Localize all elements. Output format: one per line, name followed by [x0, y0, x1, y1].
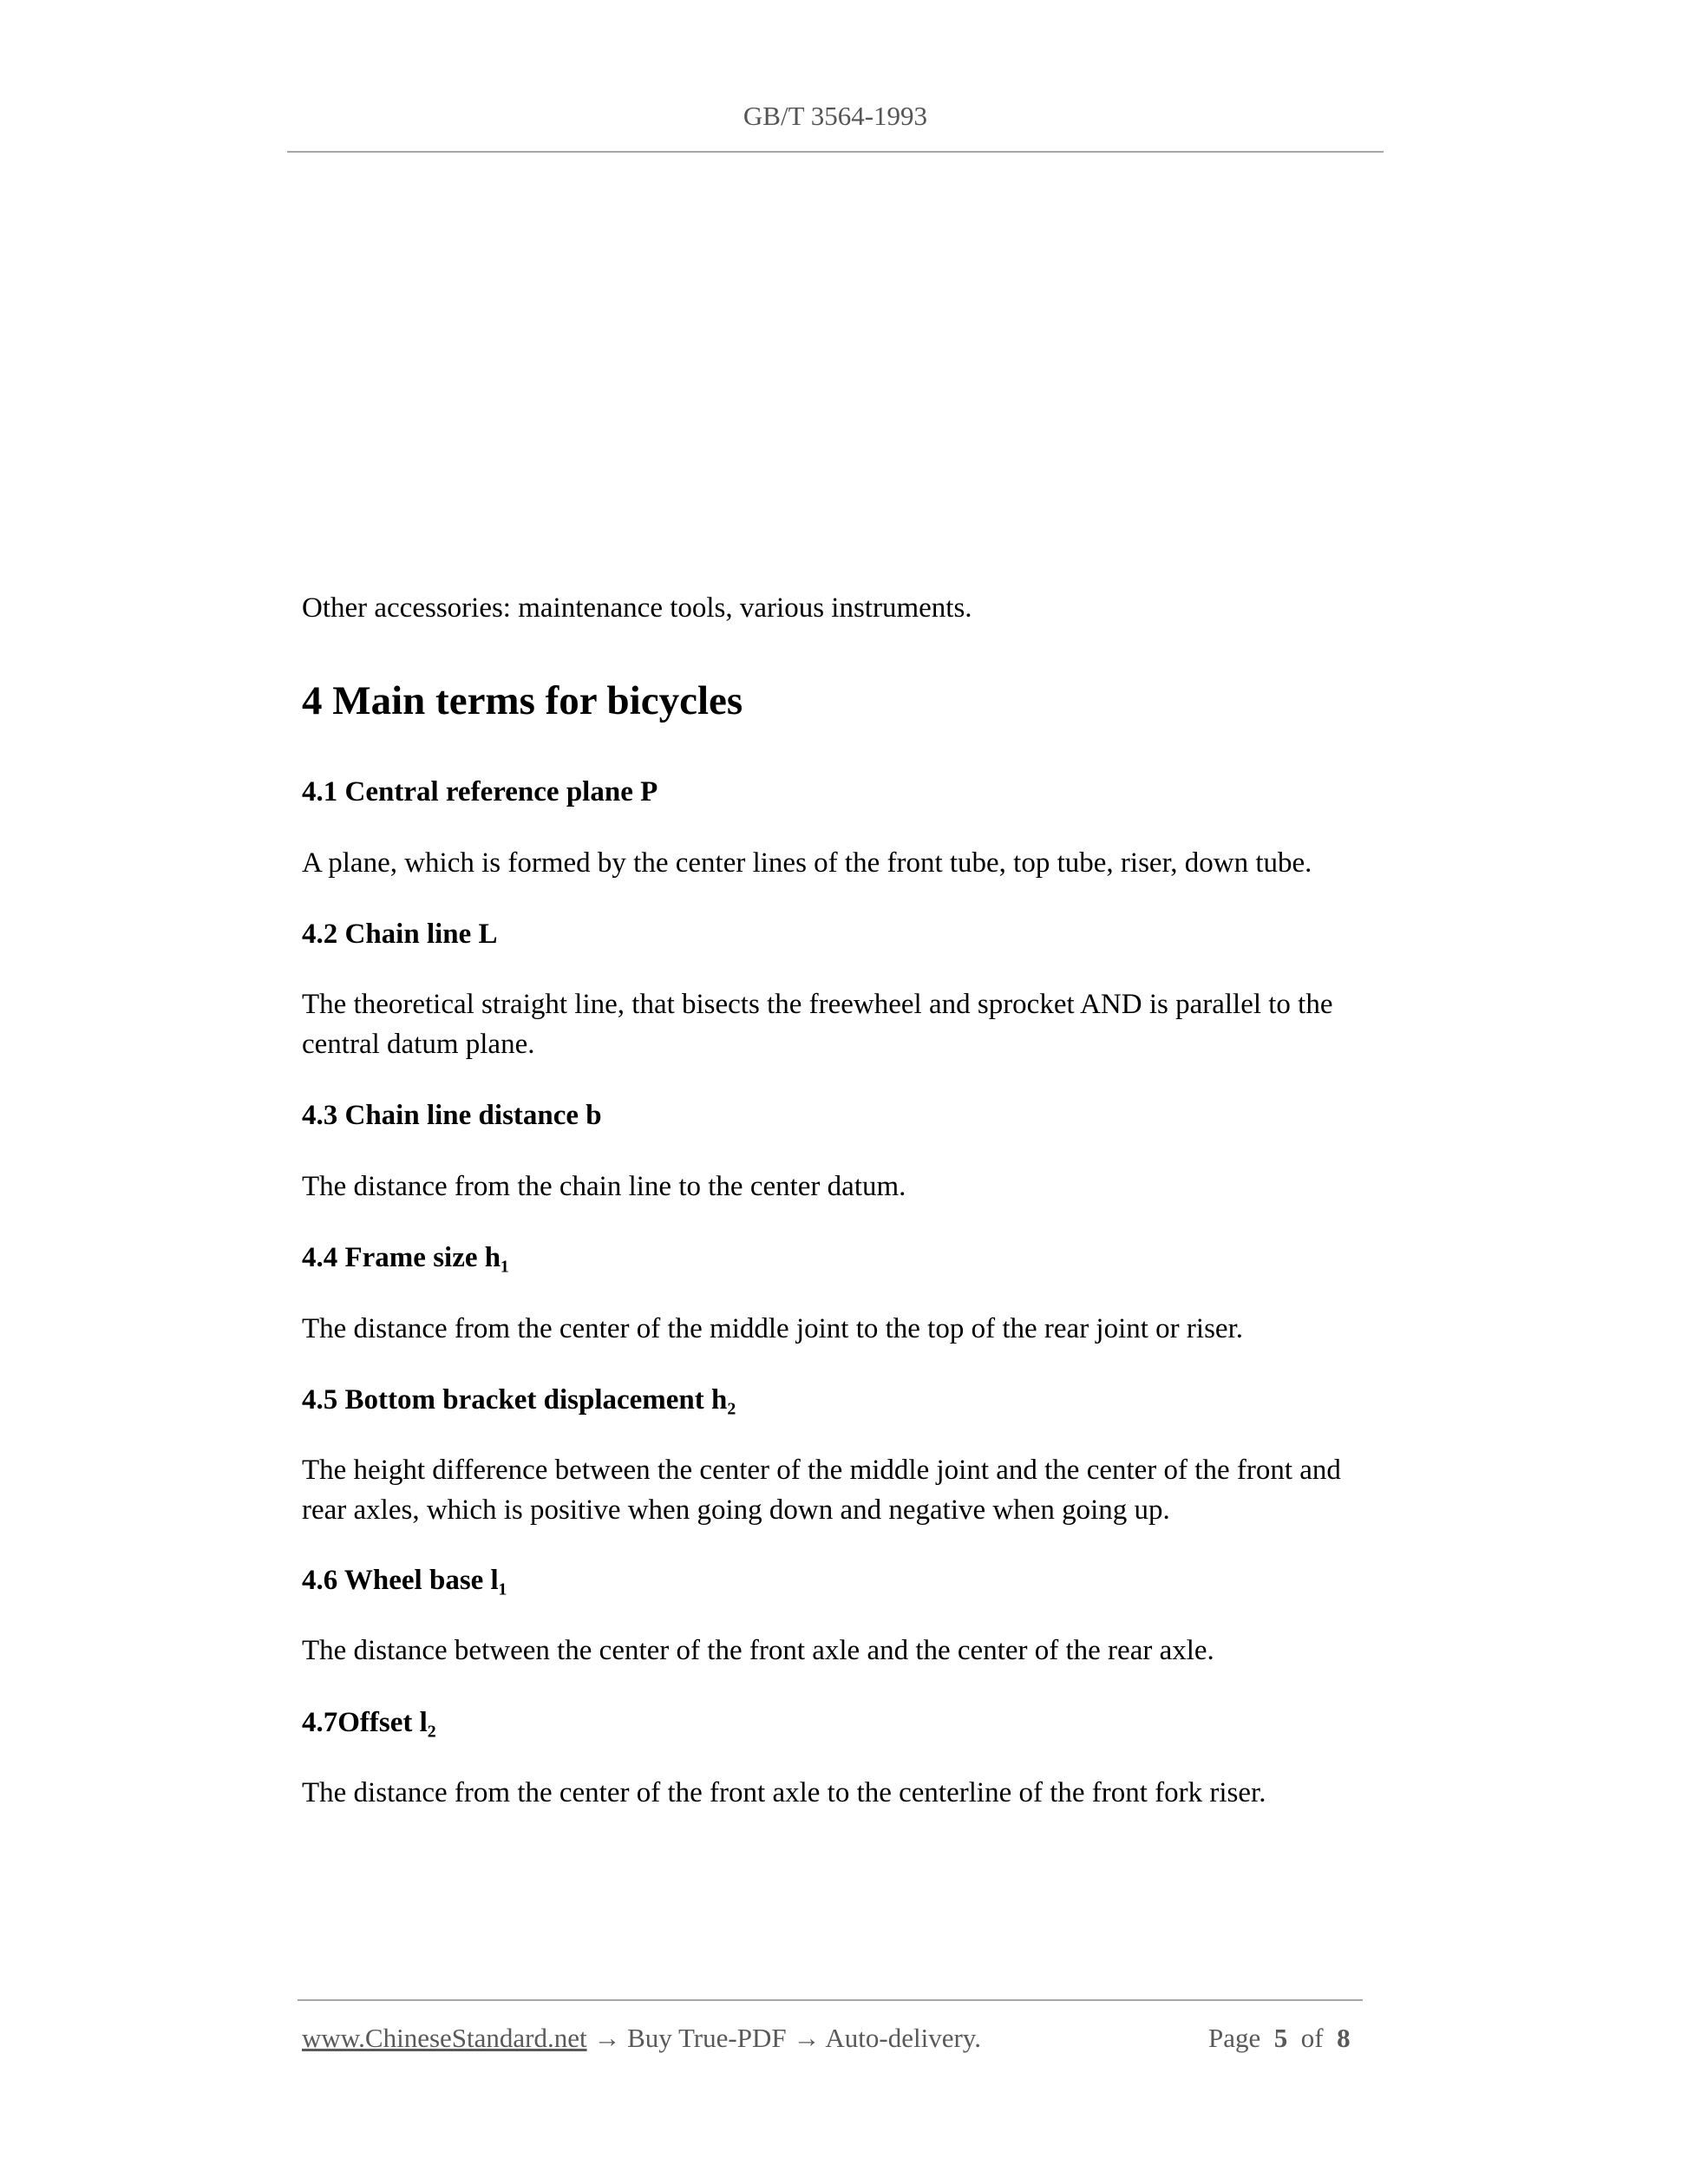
page-indicator: [1208, 2021, 1351, 2056]
term-heading-4-6: 4.6 Wheel base l₁: [302, 1565, 507, 1596]
footer-divider: [298, 1999, 1363, 2001]
term-heading-4-4: 4.4 Frame size h₁: [302, 1242, 509, 1273]
term-heading-4-7: 4.7Offset l₂: [302, 1707, 436, 1738]
total-pages-number: 8: [1337, 2023, 1351, 2053]
page-of-label: of: [1300, 2023, 1324, 2053]
term-heading-4-3: 4.3 Chain line distance b: [302, 1100, 602, 1131]
intro-paragraph: Other accessories: maintenance tools, various instruments.: [302, 592, 972, 624]
footer-promo: [302, 2021, 981, 2056]
page-label: Page: [1208, 2023, 1261, 2053]
current-page-number: 5: [1273, 2023, 1288, 2053]
term-heading-4-1: 4.1 Central reference plane P: [302, 776, 658, 808]
auto-delivery-text: → Auto-delivery.: [793, 2023, 982, 2053]
section-title: 4 Main terms for bicycles: [302, 678, 743, 723]
term-body-4-6: The distance between the center of the front axle and the center of the rear axle.: [302, 1635, 1214, 1666]
document-header-title: GB/T 3564-1993: [743, 101, 928, 131]
website-link[interactable]: www.ChineseStandard.net: [302, 2023, 587, 2053]
term-body-4-7: The distance from the center of the front axle to the centerline of the front fork riser.: [302, 1777, 1266, 1808]
term-body-4-1: A plane, which is formed by the center lines of the front tube, top tube, riser, down tube.: [302, 847, 1312, 879]
term-body-4-2: The theoretical straight line, that bisects the freewheel and sprocket AND is parallel to the central datum plane.: [302, 989, 1333, 1060]
term-heading-4-2: 4.2 Chain line L: [302, 919, 498, 950]
term-body-4-5: The height difference between the center of the middle joint and the center of the front and rear axles, which is positive when going down and negative when going up.: [302, 1455, 1341, 1526]
buy-pdf-text: → Buy True-PDF: [586, 2023, 794, 2053]
term-body-4-4: The distance from the center of the middle joint to the top of the rear joint or riser.: [302, 1313, 1243, 1344]
term-body-4-3: The distance from the chain line to the center datum.: [302, 1171, 906, 1202]
header-divider: [287, 151, 1384, 153]
term-heading-4-5: 4.5 Bottom bracket displacement h₂: [302, 1384, 736, 1416]
